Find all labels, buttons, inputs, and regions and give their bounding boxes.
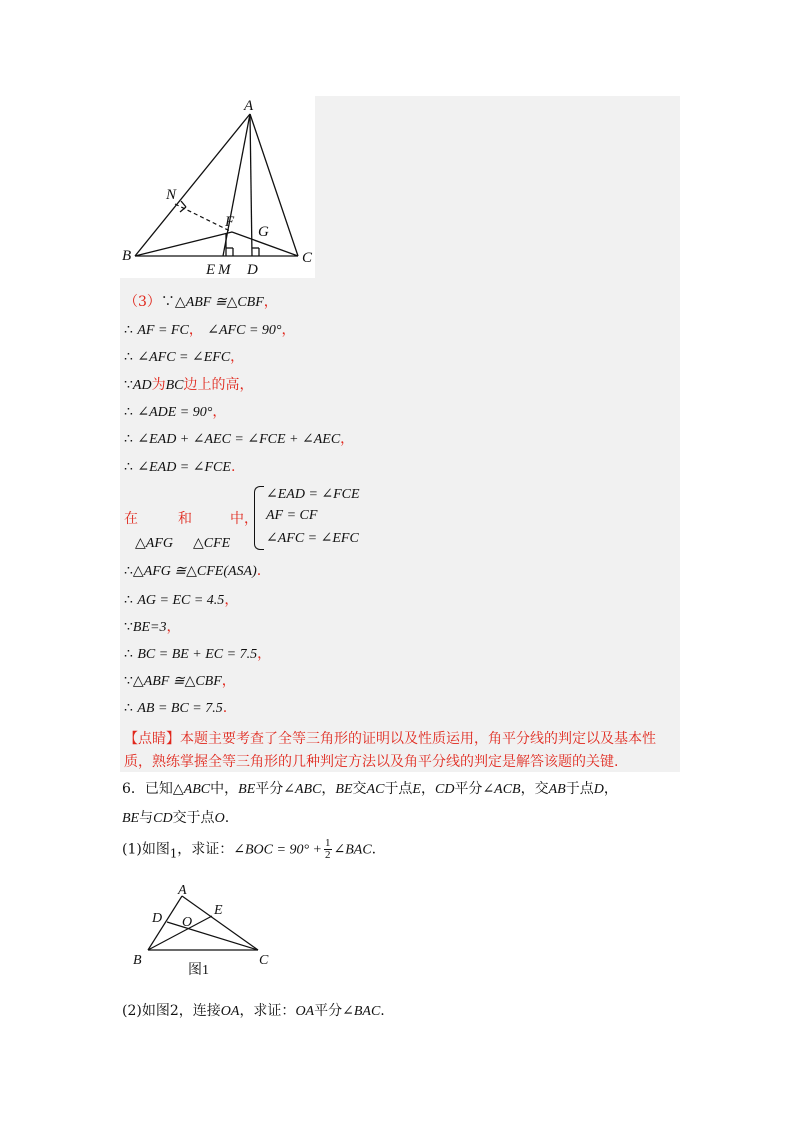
in-text-he: 和 — [178, 511, 192, 527]
in-text-zhong: 中， — [230, 511, 258, 527]
label-A: A — [244, 98, 254, 114]
in-text-zai: 在 — [124, 511, 138, 527]
label-G: G — [258, 224, 269, 240]
solution-line-8: ∴△AFG ≅△CFE(ASA). — [124, 563, 262, 579]
fig2-label-E: E — [214, 903, 223, 918]
solution-line-6: ∴ ∠EAD + ∠AEC = ∠FCE + ∠AEC， — [124, 431, 355, 447]
triangle-figure-2 — [128, 882, 278, 982]
label-D: D — [247, 262, 258, 276]
triangle-figure-1 — [120, 96, 320, 276]
question6-part2: (2)如图2，连接OA，求证：OA平分∠BAC. — [122, 1003, 385, 1019]
system-line-1: ∠EAD = ∠FCE — [266, 487, 360, 502]
label-C: C — [302, 250, 313, 266]
fig2-label-B: B — [133, 953, 142, 968]
label-B: B — [122, 248, 132, 264]
fraction-one-half: $\frac{1}{2}$ — [325, 837, 331, 861]
question6-part1: (1)如图$_1$，求证：∠BOC = 90° + $\frac{1}{2}$ ∠BAC. — [122, 837, 377, 861]
label-E: E — [206, 262, 216, 276]
solution-line-3: ∴ ∠AFC = ∠EFC， — [124, 349, 245, 365]
solution-line-4: ∵AD为BC边上的高， — [124, 377, 254, 393]
triangle-afg: △AFG — [135, 536, 173, 551]
solution-line-12: ∵△ABF ≅△CBF， — [124, 673, 236, 689]
question6-line2: BE与CD交于点O. — [122, 810, 230, 826]
label-N: N — [166, 187, 177, 203]
label-M: M — [218, 262, 231, 276]
label-F: F — [225, 214, 235, 230]
question6-line1: 6．已知△ABC中，BE平分∠ABC，BE交AC于点E，CD平分∠ACB，交AB于点D， — [122, 781, 618, 797]
system-line-2: AF = CF — [266, 508, 318, 523]
system-line-3: ∠AFC = ∠EFC — [266, 531, 359, 546]
solution-line-9: ∴ AG = EC = 4.5， — [124, 592, 239, 608]
solution-line-11: ∴ BC = BE + EC = 7.5， — [124, 646, 272, 662]
solution-line-1: （3）∵△ABF ≅△CBF， — [124, 294, 278, 310]
fig2-label-D: D — [152, 911, 163, 926]
solution-line-10: ∵BE=3， — [124, 619, 181, 635]
fig2-label-C: C — [259, 953, 269, 968]
system-brace — [254, 486, 264, 550]
solution-line-2: ∴ AF = FC， ∠AFC = 90°， — [124, 322, 296, 338]
solution-line-13: ∴ AB = BC = 7.5. — [124, 700, 228, 716]
solution-line-7: ∴ ∠EAD = ∠FCE. — [124, 459, 236, 475]
fig2-label-A: A — [178, 883, 187, 898]
triangle-cfe: △CFE — [193, 536, 231, 551]
key-point-comment: 【点睛】本题主要考查了全等三角形的证明以及性质运用，角平分线的判定以及基本性质，熟练掌握全等三角形的几种判定方法以及角平分线的判定是解答该题的关键. — [124, 731, 656, 770]
solution-line-5: ∴ ∠ADE = 90°， — [124, 404, 227, 420]
fig2-label-O: O — [182, 915, 193, 930]
fig2-caption: 图1 — [188, 963, 209, 978]
